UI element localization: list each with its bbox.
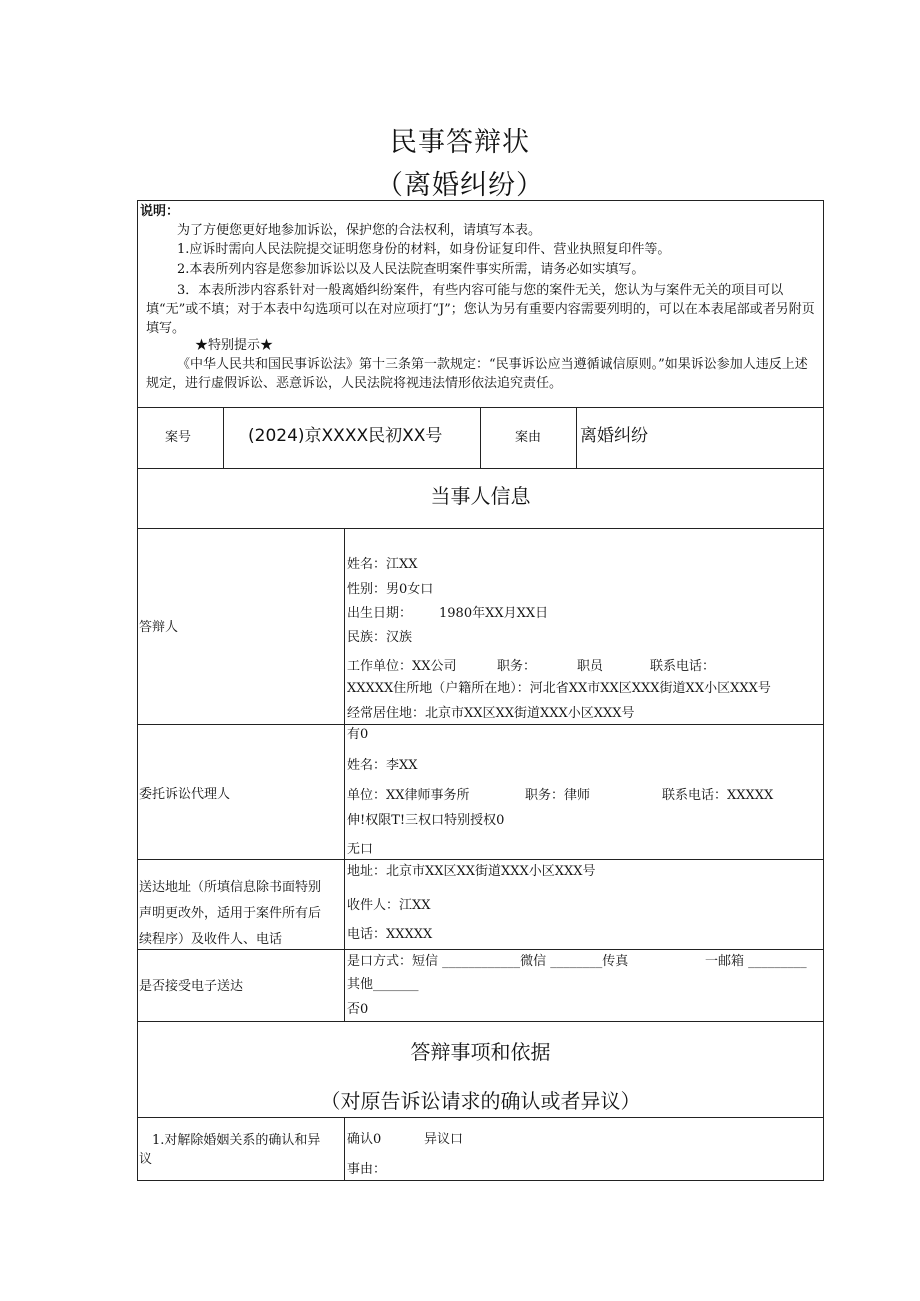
- item1-reason: 事由：: [347, 1162, 387, 1177]
- divider-case-bottom: [137, 468, 824, 469]
- divider-electronic-bottom: [137, 1021, 824, 1022]
- agent-label: 委托诉讼代理人: [139, 787, 231, 802]
- respondent-name: 姓名：江XX: [347, 557, 418, 572]
- divider-party-title-bottom: [137, 528, 824, 529]
- service-recipient: 收件人：江XX: [347, 898, 431, 913]
- respondent-birth-label: 出生日期：: [347, 606, 413, 621]
- item1-confirm: 确认0: [347, 1132, 382, 1147]
- item1-label-line-2: 议: [139, 1152, 153, 1167]
- special-notice-text: 《中华人民共和国民事诉讼法》第十三条第一款规定：“民事诉讼应当遵循诚信原则。”如果诉讼参加人违反上述规定，进行虚假诉讼、恶意诉讼，人民法院将视违法情形依法追究责任。: [146, 357, 808, 391]
- defense-section-subtitle: （对原告诉讼请求的确认或者异议）: [320, 1089, 641, 1113]
- respondent-residence: XXXXX住所地（户籍所在地）：河北省XX市XX区XXX街道XX小区XXX号: [347, 681, 771, 696]
- service-address: 地址：北京市XX区XX街道XXX小区XXX号: [347, 864, 596, 879]
- special-notice-heading: ★特别提示★: [195, 338, 274, 353]
- divider-respondent-bottom: [137, 724, 824, 725]
- service-label-line-2: 声明更改外，适用于案件所有后: [139, 906, 322, 921]
- electronic-label: 是否接受电子送达: [139, 979, 244, 994]
- divider-service-bottom: [137, 949, 824, 950]
- notes-item-2: 2.本表所列内容是您参加诉讼以及人民法院查明案件事实所需，请务必如实填写。: [177, 262, 645, 277]
- service-label-line-3: 续程序）及收件人、电话: [139, 932, 283, 947]
- divider-case-1: [223, 407, 224, 468]
- respondent-label: 答辩人: [139, 620, 179, 635]
- case-cause-label: 案由: [515, 430, 542, 445]
- agent-phone: 联系电话：XXXXX: [662, 788, 774, 803]
- electronic-no: 否0: [347, 1002, 369, 1017]
- respondent-position-label: 职务：: [497, 659, 537, 674]
- notes-heading: 说明：: [140, 204, 180, 219]
- respondent-phone-label: 联系电话：: [650, 659, 716, 674]
- agent-authority: 伸!权限T!三权口特别授权0: [347, 813, 505, 828]
- divider-case-2: [480, 407, 481, 468]
- case-number-label: 案号: [165, 430, 192, 445]
- agent-position: 职务：律师: [525, 788, 591, 803]
- electronic-other: 其他_______: [347, 977, 419, 992]
- case-number-value: (2024)京XXXX民初XX号: [248, 426, 443, 446]
- electronic-email: 一邮箱 _________: [705, 954, 807, 969]
- respondent-gender: 性别：男0女口: [347, 582, 434, 597]
- agent-name: 姓名：李XX: [347, 758, 418, 773]
- defense-section-title: 答辩事项和依据: [410, 1040, 551, 1064]
- notes-intro: 为了方便您更好地参加诉讼，保护您的合法权利，请填写本表。: [177, 223, 542, 238]
- respondent-birth-value: 1980年XX月XX日: [439, 606, 549, 621]
- respondent-ethnicity: 民族：汉族: [347, 630, 413, 645]
- divider-party-label: [344, 528, 345, 1021]
- document-title: 民事答辩状: [390, 127, 530, 158]
- item1-label-line-1: 1.对解除婚姻关系的确认和异: [152, 1133, 321, 1148]
- respondent-position-value: 职员: [577, 659, 604, 674]
- electronic-yes-methods: 是口方式：短信 ____________微信 ________传真: [347, 954, 629, 969]
- service-phone: 电话：XXXXX: [347, 927, 433, 942]
- notes-item-3: 3．本表所涉内容系针对一般离婚纠纷案件，有些内容可能与您的案件无关，您认为与案件无关的项目可以填“无”或不填；对于本表中勾选项可以在对应项打“J”；您认为另有重要内容需要列明的，可以在本表尾部或者另附页填写。: [146, 283, 815, 336]
- item1-object: 异议口: [424, 1132, 464, 1147]
- divider-item1-label: [344, 1117, 345, 1181]
- agent-unit: 单位：XX律师事务所: [347, 788, 470, 803]
- respondent-habitual-residence: 经常居住地：北京市XX区XX街道XXX小区XXX号: [347, 706, 635, 721]
- respondent-employer: 工作单位：XX公司: [347, 659, 457, 674]
- case-cause-value: 离婚纠纷: [580, 426, 648, 446]
- divider-case-3: [576, 407, 577, 468]
- divider-defense-title-bottom: [137, 1117, 824, 1118]
- service-label-line-1: 送达地址（所填信息除书面特别: [139, 880, 322, 895]
- divider-agent-bottom: [137, 859, 824, 860]
- document-subtitle: （离婚纠纷）: [376, 170, 544, 201]
- notes-item-1: 1.应诉时需向人民法院提交证明您身份的材料，如身份证复印件、营业执照复印件等。: [177, 242, 671, 257]
- agent-none: 无口: [347, 842, 374, 857]
- party-section-title: 当事人信息: [430, 484, 531, 508]
- agent-has: 有0: [347, 727, 369, 742]
